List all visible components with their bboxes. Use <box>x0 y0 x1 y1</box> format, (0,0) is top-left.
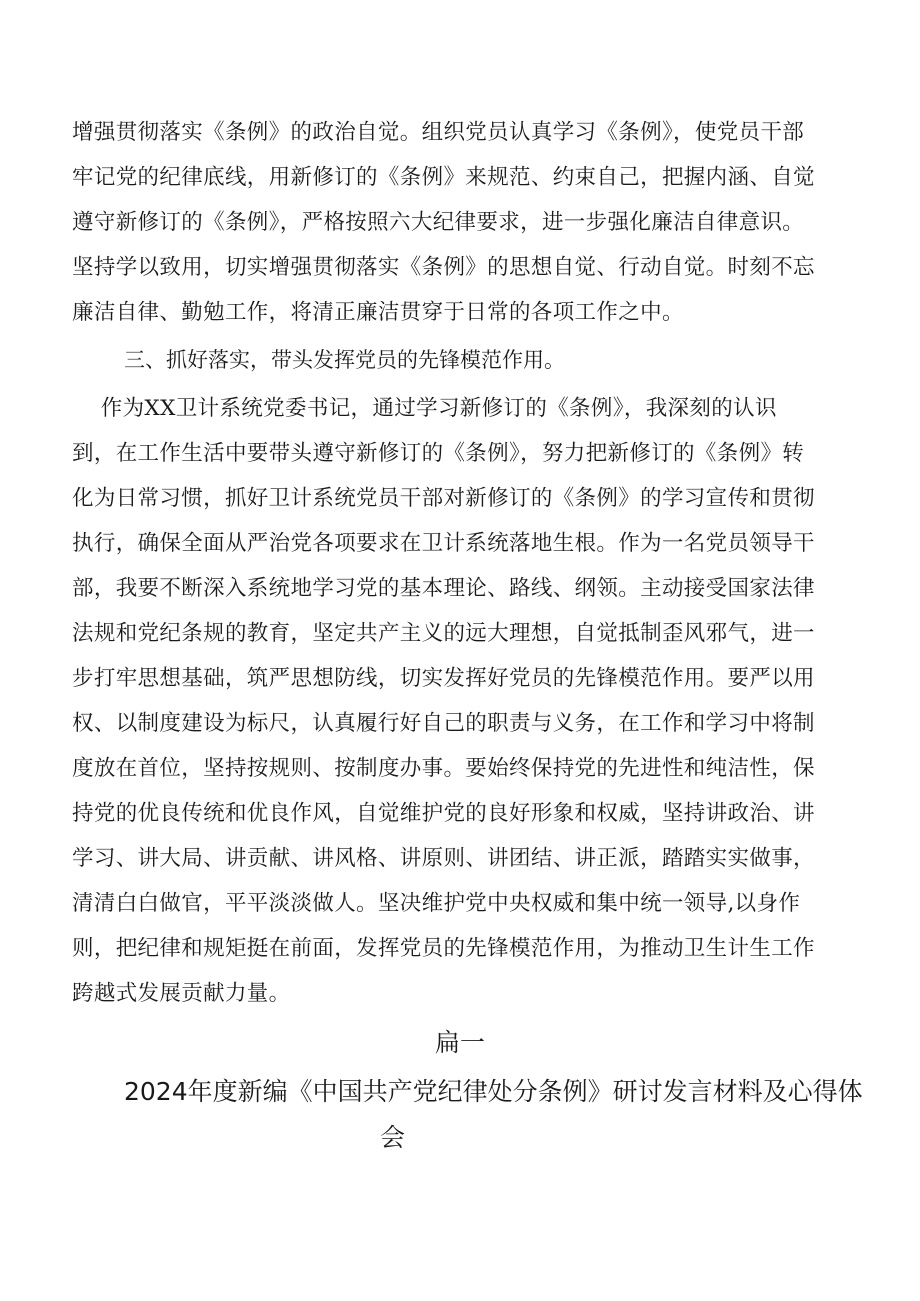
body-text-line: 步打牢思想基础，筑严思想防线，切实发挥好党员的先锋模范作用。要严以用 <box>72 666 815 691</box>
body-text-line: 则，把纪律和规矩挺在前面，发挥党员的先锋模范作用，为推动卫生计生工作 <box>72 936 815 961</box>
document-title-line1: 2024年度新编《中国共产党纪律处分条例》研讨发言材料及心得体 <box>124 1077 863 1106</box>
body-text-line: 廉洁自律、勤勉工作，将清正廉洁贯穿于日常的各项工作之中。 <box>72 300 684 325</box>
body-text-line: 法规和党纪条规的教育，坚定共产主义的远大理想，自觉抵制歪风邪气，进一 <box>72 621 815 646</box>
body-text-line: 到，在工作生活中要带头遵守新修订的《条例》，努力把新修订的《条例》转 <box>72 441 805 466</box>
body-text-line: 坚持学以致用，切实增强贯彻落实《条例》的思想自觉、行动自觉。时刻不忘 <box>72 255 815 280</box>
body-text-line: 作为XX卫计系统党委书记，通过学习新修订的《条例》，我深刻的认识 <box>72 396 777 421</box>
body-text-line: 度放在首位，坚持按规则、按制度办事。要始终保持党的先进性和纯洁性，保 <box>72 756 815 781</box>
body-text-line: 持党的优良传统和优良作风，自觉维护党的良好形象和权威，坚持讲政治、讲 <box>72 801 815 826</box>
body-text-line: 学习、讲大局、讲贡献、讲风格、讲原则、讲团结、讲正派，踏踏实实做事， <box>72 846 815 871</box>
body-text-line: 遵守新修订的《条例》，严格按照六大纪律要求，进一步强化廉洁自律意识。 <box>72 210 805 235</box>
body-text-line: 增强贯彻落实《条例》的政治自觉。组织党员认真学习《条例》，使党员干部 <box>72 120 805 145</box>
document-title-line2: 会 <box>380 1123 406 1152</box>
section-heading: 三、抓好落实，带头发挥党员的先锋模范作用。 <box>124 348 565 372</box>
body-text-line: 牢记党的纪律底线，用新修订的《条例》来规范、约束自己，把握内涵、自觉 <box>72 165 815 190</box>
body-text-line: 执行，确保全面从严治党各项要求在卫计系统落地生根。作为一名党员领导干 <box>72 531 815 556</box>
body-text-line: 跨越式发展贡献力量。 <box>72 981 291 1006</box>
body-text-line: 部，我要不断深入系统地学习党的基本理论、路线、纲领。主动接受国家法律 <box>72 576 815 601</box>
body-text-line: 清清白白做官，平平淡淡做人。坚决维护党中央权威和集中统一领导,以身作 <box>72 891 801 916</box>
body-text-line: 化为日常习惯，抓好卫计系统党员干部对新修订的《条例》的学习宣传和贯彻 <box>72 486 815 511</box>
body-text-line: 权、以制度建设为标尺，认真履行好自己的职责与义务，在工作和学习中将制 <box>72 711 815 736</box>
section-label: 扁一 <box>434 1028 485 1057</box>
